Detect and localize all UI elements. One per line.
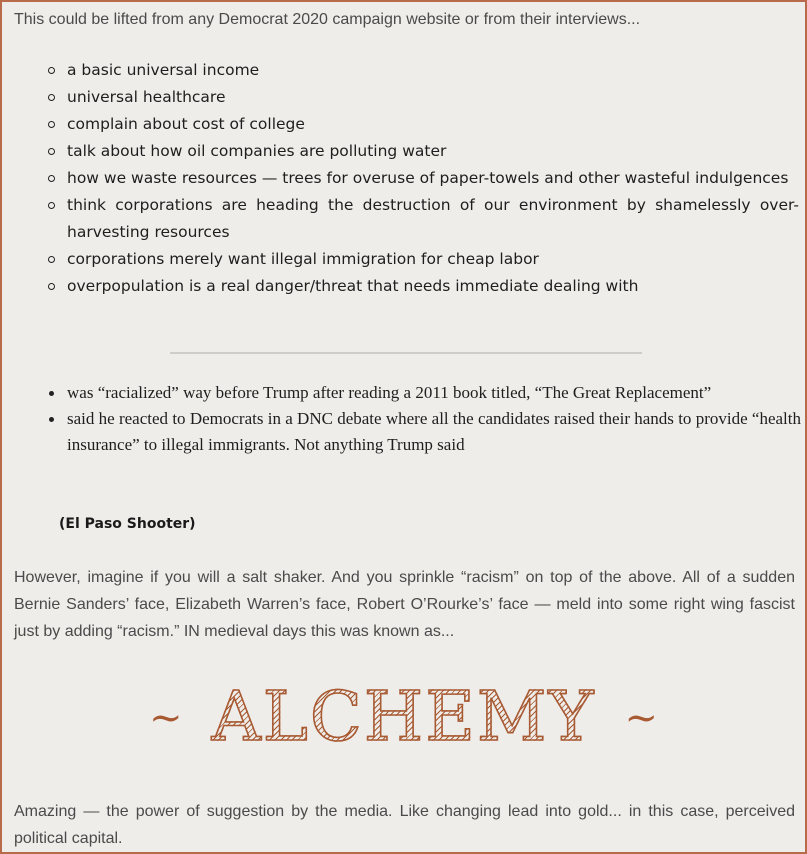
list-item: corporations merely want illegal immigration for cheap labor (47, 246, 799, 273)
list-item: talk about how oil companies are polluting water (47, 138, 799, 165)
list-item: was “racialized” way before Trump after reading a 2011 book titled, “The Great Replacement” (47, 380, 801, 406)
attribution: (El Paso Shooter) (59, 516, 196, 532)
headline-word: ALCHEMY (211, 677, 596, 757)
list-item: complain about cost of college (47, 111, 799, 138)
body-paragraph: However, imagine if you will a salt shaker. And you sprinkle “racism” on top of the above. All of a sudden Bernie Sanders’ face, Elizabeth Warren’s face, Robert O’Rourke’s’ face — meld into some right wing fascist just by adding “racism.” IN medieval days this was known as... (14, 569, 795, 640)
list-item: think corporations are heading the destruction of our environment by shamelessly over-harvesting resources (47, 192, 799, 246)
divider (170, 352, 642, 354)
list-item: universal healthcare (47, 84, 799, 111)
tilde-right: ~ (624, 694, 658, 741)
closing-paragraph: Amazing — the power of suggestion by the media. Like changing lead into gold... in this case, perceived political capital. (14, 803, 795, 847)
list-item: overpopulation is a real danger/threat that needs immediate dealing with (47, 273, 799, 300)
alchemy-headline (2, 672, 805, 763)
intro-text: This could be lifted from any Democrat 2020 campaign website or from their interviews... (14, 11, 641, 28)
list-item: how we waste resources — trees for overuse of paper-towels and other wasteful indulgences (47, 165, 799, 192)
list-item: said he reacted to Democrats in a DNC debate where all the candidates raised their hands to provide “health insurance” to illegal immigrants. Not anything Trump said (47, 406, 801, 458)
list-item: a basic universal income (47, 57, 799, 84)
tilde-left: ~ (149, 694, 183, 741)
facts-list (47, 380, 801, 458)
positions-list (47, 57, 799, 300)
